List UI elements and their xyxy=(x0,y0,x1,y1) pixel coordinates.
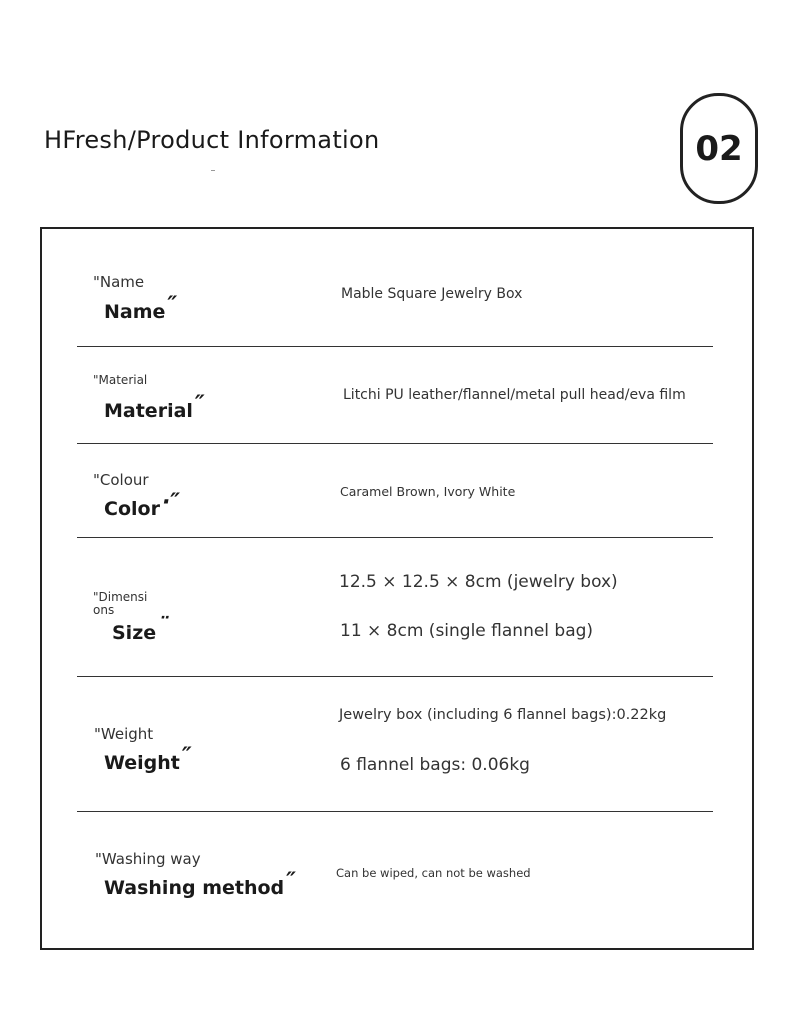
weight-value-bags: 6 flannel bags: 0.06kg xyxy=(340,755,530,775)
size-label-text: Size xyxy=(112,622,157,644)
weight-label-small: "Weight xyxy=(94,725,154,743)
color-label-text: Color xyxy=(104,498,160,520)
color-label xyxy=(104,490,181,521)
material-label xyxy=(104,392,205,423)
row-divider xyxy=(77,346,713,347)
material-label-mark: ″ xyxy=(194,392,205,417)
name-label-small: "Name xyxy=(93,273,145,291)
color-value: Caramel Brown, Ivory White xyxy=(340,484,516,499)
washing-label xyxy=(104,869,296,900)
size-label xyxy=(112,614,170,645)
material-value: Litchi PU leather/flannel/metal pull head/eva film xyxy=(343,387,686,403)
size-label-small: "Dimensions xyxy=(93,590,148,618)
size-label-mark: ¨ xyxy=(158,614,170,639)
material-label-small: "Material xyxy=(93,373,148,387)
name-label-text: Name xyxy=(104,301,166,323)
washing-value: Can be wiped, can not be washed xyxy=(336,866,531,880)
washing-label-mark: ″ xyxy=(286,869,296,894)
material-label-text: Material xyxy=(104,400,193,422)
washing-label-text: Washing method xyxy=(104,877,285,899)
name-value: Mable Square Jewelry Box xyxy=(341,286,523,302)
size-value-bag: 11 × 8cm (single flannel bag) xyxy=(340,621,594,641)
row-divider xyxy=(77,537,713,538)
row-divider xyxy=(77,676,713,677)
section-number-badge: 02 xyxy=(680,93,758,204)
weight-label-text: Weight xyxy=(104,752,180,774)
title-underline-mark xyxy=(211,170,215,171)
color-label-small: "Colour xyxy=(93,471,149,489)
washing-label-small: "Washing way xyxy=(95,850,201,868)
row-divider xyxy=(77,811,713,812)
name-label xyxy=(104,293,178,324)
page-title: HFresh/Product Information xyxy=(44,126,380,154)
weight-label-mark: ″ xyxy=(181,744,192,769)
weight-label xyxy=(104,744,192,775)
name-label-mark: ″ xyxy=(167,293,178,318)
size-value-box: 12.5 × 12.5 × 8cm (jewelry box) xyxy=(339,572,618,592)
color-label-mark: ·″ xyxy=(161,490,181,515)
weight-value-box: Jewelry box (including 6 flannel bags):0.22kg xyxy=(339,707,667,723)
row-divider xyxy=(77,443,713,444)
